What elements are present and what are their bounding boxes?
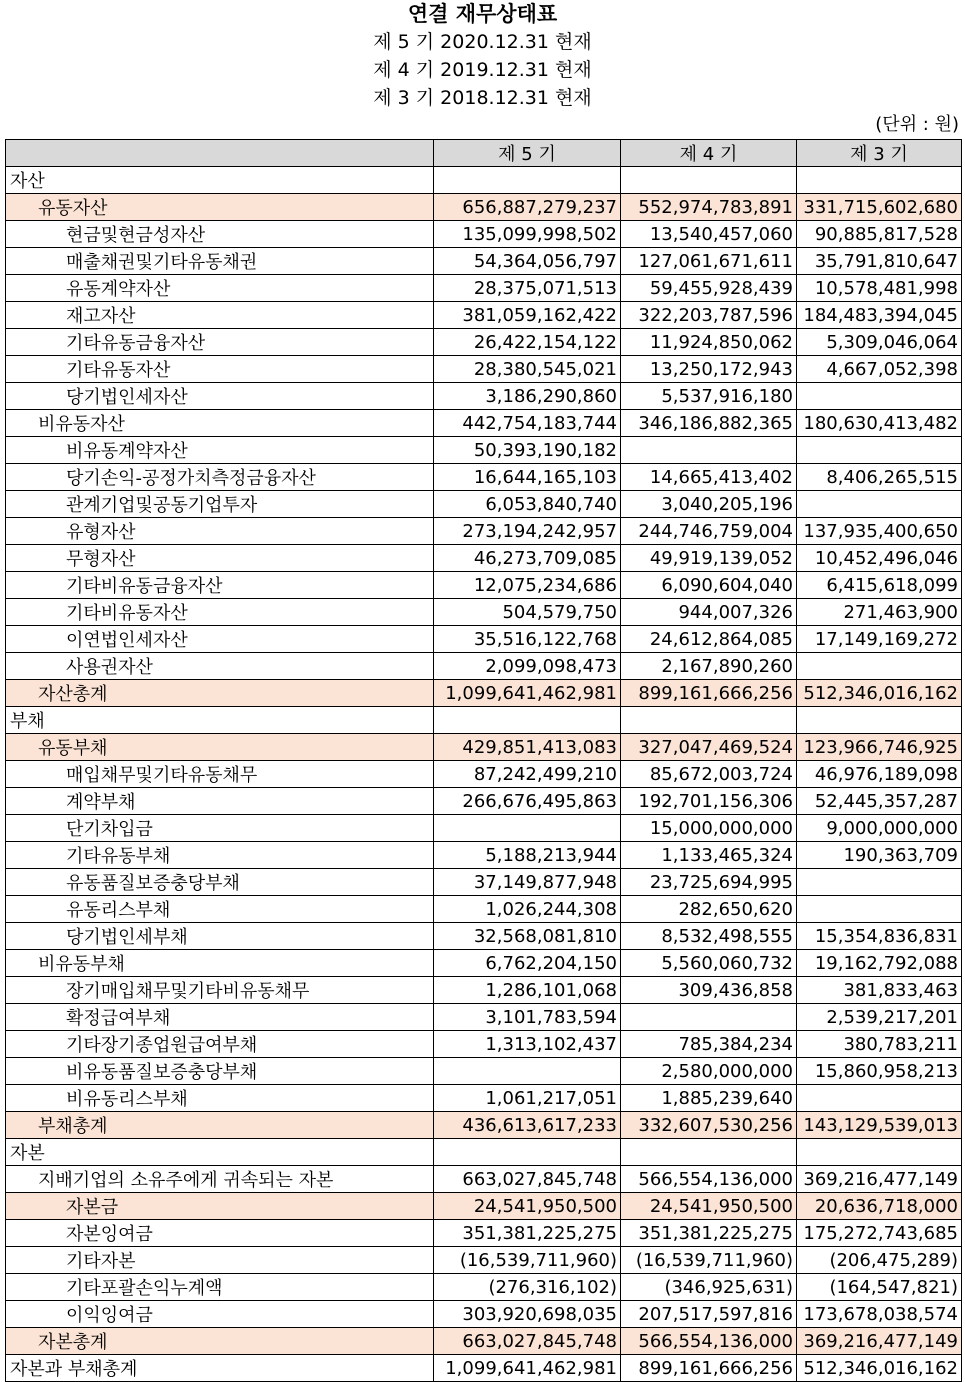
table-row — [6, 977, 962, 1004]
account-name-cell: 기타포괄손익누계액 — [6, 1274, 434, 1301]
amount-cell-period-4: 566,554,136,000 — [621, 1166, 797, 1193]
amount-cell-period-4: 332,607,530,256 — [621, 1112, 797, 1139]
table-row — [6, 248, 962, 275]
amount-cell-period-5: 429,851,413,083 — [434, 734, 621, 761]
amount-cell-period-5: 6,762,204,150 — [434, 950, 621, 977]
table-body — [6, 167, 962, 1382]
amount-cell-period-4: 23,725,694,995 — [621, 869, 797, 896]
account-name-cell: 자산 — [6, 167, 434, 194]
table-row — [6, 1085, 962, 1112]
amount-cell-period-4: (346,925,631) — [621, 1274, 797, 1301]
account-name-cell: 당기법인세자산 — [6, 383, 434, 410]
account-name-cell: 비유동자산 — [6, 410, 434, 437]
table-row — [6, 1301, 962, 1328]
amount-cell-period-5: 1,286,101,068 — [434, 977, 621, 1004]
amount-cell-period-5: 1,313,102,437 — [434, 1031, 621, 1058]
amount-cell-period-4: 8,532,498,555 — [621, 923, 797, 950]
amount-cell-period-5: 3,101,783,594 — [434, 1004, 621, 1031]
account-name-cell: 유동품질보증충당부채 — [6, 869, 434, 896]
table-row — [6, 599, 962, 626]
account-name-cell: 무형자산 — [6, 545, 434, 572]
amount-cell-period-3: 35,791,810,647 — [797, 248, 962, 275]
table-row — [6, 1220, 962, 1247]
table-row — [6, 1112, 962, 1139]
amount-cell-period-3 — [797, 707, 962, 734]
amount-cell-period-3: 137,935,400,650 — [797, 518, 962, 545]
amount-cell-period-5: 436,613,617,233 — [434, 1112, 621, 1139]
account-name-cell: 기타유동금융자산 — [6, 329, 434, 356]
amount-cell-period-5: 442,754,183,744 — [434, 410, 621, 437]
table-row — [6, 383, 962, 410]
account-name-cell: 유형자산 — [6, 518, 434, 545]
amount-cell-period-5: 12,075,234,686 — [434, 572, 621, 599]
amount-cell-period-3: 5,309,046,064 — [797, 329, 962, 356]
amount-cell-period-3: 20,636,718,000 — [797, 1193, 962, 1220]
account-name-cell: 지배기업의 소유주에게 귀속되는 자본 — [6, 1166, 434, 1193]
amount-cell-period-5 — [434, 815, 621, 842]
account-name-cell: 이익잉여금 — [6, 1301, 434, 1328]
amount-cell-period-5: 504,579,750 — [434, 599, 621, 626]
amount-cell-period-3: 9,000,000,000 — [797, 815, 962, 842]
table-row — [6, 707, 962, 734]
table-row — [6, 410, 962, 437]
amount-cell-period-3: 10,578,481,998 — [797, 275, 962, 302]
account-name-cell: 부채총계 — [6, 1112, 434, 1139]
amount-cell-period-5: 3,186,290,860 — [434, 383, 621, 410]
amount-cell-period-3: 90,885,817,528 — [797, 221, 962, 248]
amount-cell-period-4: 5,537,916,180 — [621, 383, 797, 410]
period-line-3: 제 3 기 2018.12.31 현재 — [373, 87, 592, 109]
amount-cell-period-5: 28,375,071,513 — [434, 275, 621, 302]
amount-cell-period-4: 192,701,156,306 — [621, 788, 797, 815]
amount-cell-period-5 — [434, 1058, 621, 1085]
table-row — [6, 626, 962, 653]
amount-cell-period-3: 17,149,169,272 — [797, 626, 962, 653]
account-name-cell: 매입채무및기타유동채무 — [6, 761, 434, 788]
account-name-cell: 자본과 부채총계 — [6, 1355, 434, 1382]
amount-cell-period-5: 2,099,098,473 — [434, 653, 621, 680]
account-name-cell: 기타자본 — [6, 1247, 434, 1274]
amount-cell-period-5: 135,099,998,502 — [434, 221, 621, 248]
table-row — [6, 653, 962, 680]
amount-cell-period-5: 663,027,845,748 — [434, 1166, 621, 1193]
table-row — [6, 518, 962, 545]
amount-cell-period-4: 24,612,864,085 — [621, 626, 797, 653]
table-row — [6, 680, 962, 707]
amount-cell-period-4: 14,665,413,402 — [621, 464, 797, 491]
amount-cell-period-5: 54,364,056,797 — [434, 248, 621, 275]
amount-cell-period-3 — [797, 491, 962, 518]
amount-cell-period-5: 35,516,122,768 — [434, 626, 621, 653]
table-row — [6, 1139, 962, 1166]
amount-cell-period-3: 46,976,189,098 — [797, 761, 962, 788]
statement-header — [0, 0, 965, 138]
amount-cell-period-4: 282,650,620 — [621, 896, 797, 923]
account-name-cell: 재고자산 — [6, 302, 434, 329]
account-name-cell: 확정급여부채 — [6, 1004, 434, 1031]
table-row — [6, 923, 962, 950]
amount-cell-period-3: 173,678,038,574 — [797, 1301, 962, 1328]
amount-cell-period-4 — [621, 167, 797, 194]
amount-cell-period-4 — [621, 707, 797, 734]
amount-cell-period-3: (164,547,821) — [797, 1274, 962, 1301]
table-row — [6, 950, 962, 977]
account-name-cell: 기타장기종업원급여부채 — [6, 1031, 434, 1058]
table-row — [6, 1058, 962, 1085]
amount-cell-period-4: 13,540,457,060 — [621, 221, 797, 248]
amount-cell-period-3 — [797, 896, 962, 923]
amount-cell-period-4: 552,974,783,891 — [621, 194, 797, 221]
table-row — [6, 1166, 962, 1193]
amount-cell-period-3: 180,630,413,482 — [797, 410, 962, 437]
table-row — [6, 167, 962, 194]
amount-cell-period-4: 322,203,787,596 — [621, 302, 797, 329]
account-name-cell: 이연법인세자산 — [6, 626, 434, 653]
amount-cell-period-3: 6,415,618,099 — [797, 572, 962, 599]
amount-cell-period-4: 15,000,000,000 — [621, 815, 797, 842]
column-header-period-3: 제 3 기 — [797, 140, 962, 167]
amount-cell-period-5: 1,099,641,462,981 — [434, 1355, 621, 1382]
table-row — [6, 545, 962, 572]
amount-cell-period-3: 143,129,539,013 — [797, 1112, 962, 1139]
amount-cell-period-3 — [797, 1085, 962, 1112]
amount-cell-period-5: (276,316,102) — [434, 1274, 621, 1301]
table-row — [6, 1274, 962, 1301]
account-name-cell: 자본총계 — [6, 1328, 434, 1355]
amount-cell-period-4: 327,047,469,524 — [621, 734, 797, 761]
amount-cell-period-3: 271,463,900 — [797, 599, 962, 626]
account-name-cell: 비유동계약자산 — [6, 437, 434, 464]
table-row — [6, 1031, 962, 1058]
amount-cell-period-5: (16,539,711,960) — [434, 1247, 621, 1274]
amount-cell-period-3: 19,162,792,088 — [797, 950, 962, 977]
amount-cell-period-4: 899,161,666,256 — [621, 1355, 797, 1382]
amount-cell-period-3: 190,363,709 — [797, 842, 962, 869]
amount-cell-period-5: 1,099,641,462,981 — [434, 680, 621, 707]
amount-cell-period-3: 369,216,477,149 — [797, 1166, 962, 1193]
account-name-cell: 기타유동자산 — [6, 356, 434, 383]
account-name-cell: 비유동리스부채 — [6, 1085, 434, 1112]
table-row — [6, 491, 962, 518]
account-name-cell: 계약부채 — [6, 788, 434, 815]
amount-cell-period-3: 380,783,211 — [797, 1031, 962, 1058]
account-name-cell: 기타유동부채 — [6, 842, 434, 869]
amount-cell-period-5 — [434, 1139, 621, 1166]
amount-cell-period-5: 46,273,709,085 — [434, 545, 621, 572]
account-name-cell: 유동자산 — [6, 194, 434, 221]
amount-cell-period-4 — [621, 1004, 797, 1031]
amount-cell-period-5: 16,644,165,103 — [434, 464, 621, 491]
account-name-cell: 현금및현금성자산 — [6, 221, 434, 248]
account-name-cell: 기타비유동금융자산 — [6, 572, 434, 599]
amount-cell-period-4: 6,090,604,040 — [621, 572, 797, 599]
table-row — [6, 788, 962, 815]
account-name-cell: 당기손익-공정가치측정금융자산 — [6, 464, 434, 491]
table-row — [6, 194, 962, 221]
amount-cell-period-3: 52,445,357,287 — [797, 788, 962, 815]
account-name-cell: 비유동부채 — [6, 950, 434, 977]
amount-cell-period-4: (16,539,711,960) — [621, 1247, 797, 1274]
period-line-4: 제 4 기 2019.12.31 현재 — [373, 59, 592, 81]
amount-cell-period-5: 303,920,698,035 — [434, 1301, 621, 1328]
amount-cell-period-3: 123,966,746,925 — [797, 734, 962, 761]
amount-cell-period-4: 3,040,205,196 — [621, 491, 797, 518]
amount-cell-period-4: 309,436,858 — [621, 977, 797, 1004]
column-header-account — [6, 140, 434, 167]
table-row — [6, 356, 962, 383]
amount-cell-period-5: 32,568,081,810 — [434, 923, 621, 950]
amount-cell-period-5 — [434, 167, 621, 194]
amount-cell-period-5: 6,053,840,740 — [434, 491, 621, 518]
account-name-cell: 부채 — [6, 707, 434, 734]
amount-cell-period-3 — [797, 383, 962, 410]
table-row — [6, 1004, 962, 1031]
amount-cell-period-5: 656,887,279,237 — [434, 194, 621, 221]
amount-cell-period-5: 266,676,495,863 — [434, 788, 621, 815]
amount-cell-period-3: 2,539,217,201 — [797, 1004, 962, 1031]
amount-cell-period-4: 1,133,465,324 — [621, 842, 797, 869]
amount-cell-period-4: 24,541,950,500 — [621, 1193, 797, 1220]
table-header-row — [6, 140, 962, 167]
account-name-cell: 매출채권및기타유동채권 — [6, 248, 434, 275]
amount-cell-period-4: 85,672,003,724 — [621, 761, 797, 788]
amount-cell-period-5: 26,422,154,122 — [434, 329, 621, 356]
amount-cell-period-3: 381,833,463 — [797, 977, 962, 1004]
amount-cell-period-3 — [797, 437, 962, 464]
amount-cell-period-5 — [434, 707, 621, 734]
amount-cell-period-4: 2,580,000,000 — [621, 1058, 797, 1085]
table-row — [6, 1247, 962, 1274]
amount-cell-period-5: 273,194,242,957 — [434, 518, 621, 545]
column-header-period-5: 제 5 기 — [434, 140, 621, 167]
table-row — [6, 437, 962, 464]
account-name-cell: 당기법인세부채 — [6, 923, 434, 950]
amount-cell-period-3: 331,715,602,680 — [797, 194, 962, 221]
amount-cell-period-4 — [621, 437, 797, 464]
account-name-cell: 관계기업및공동기업투자 — [6, 491, 434, 518]
amount-cell-period-3 — [797, 869, 962, 896]
amount-cell-period-3: 512,346,016,162 — [797, 680, 962, 707]
amount-cell-period-3: 4,667,052,398 — [797, 356, 962, 383]
table-row — [6, 896, 962, 923]
amount-cell-period-3: (206,475,289) — [797, 1247, 962, 1274]
table-row — [6, 1328, 962, 1355]
amount-cell-period-4 — [621, 1139, 797, 1166]
account-name-cell: 기타비유동자산 — [6, 599, 434, 626]
amount-cell-period-3: 512,346,016,162 — [797, 1355, 962, 1382]
table-row — [6, 1355, 962, 1382]
amount-cell-period-3: 184,483,394,045 — [797, 302, 962, 329]
balance-sheet-table — [5, 139, 962, 1382]
amount-cell-period-4: 899,161,666,256 — [621, 680, 797, 707]
amount-cell-period-5: 351,381,225,275 — [434, 1220, 621, 1247]
amount-cell-period-4: 13,250,172,943 — [621, 356, 797, 383]
amount-cell-period-3: 15,354,836,831 — [797, 923, 962, 950]
table-row — [6, 221, 962, 248]
account-name-cell: 자산총계 — [6, 680, 434, 707]
amount-cell-period-5: 37,149,877,948 — [434, 869, 621, 896]
table-row — [6, 761, 962, 788]
amount-cell-period-3: 8,406,265,515 — [797, 464, 962, 491]
amount-cell-period-5: 87,242,499,210 — [434, 761, 621, 788]
account-name-cell: 유동부채 — [6, 734, 434, 761]
period-line-5: 제 5 기 2020.12.31 현재 — [373, 31, 592, 53]
table-row — [6, 842, 962, 869]
amount-cell-period-5: 1,026,244,308 — [434, 896, 621, 923]
account-name-cell: 비유동품질보증충당부채 — [6, 1058, 434, 1085]
unit-label: (단위 : 원) — [875, 114, 959, 135]
account-name-cell: 장기매입채무및기타비유동채무 — [6, 977, 434, 1004]
amount-cell-period-5: 381,059,162,422 — [434, 302, 621, 329]
amount-cell-period-4: 785,384,234 — [621, 1031, 797, 1058]
table-row — [6, 302, 962, 329]
amount-cell-period-3: 369,216,477,149 — [797, 1328, 962, 1355]
amount-cell-period-3: 15,860,958,213 — [797, 1058, 962, 1085]
amount-cell-period-4: 127,061,671,611 — [621, 248, 797, 275]
amount-cell-period-3 — [797, 653, 962, 680]
amount-cell-period-3: 10,452,496,046 — [797, 545, 962, 572]
amount-cell-period-5: 24,541,950,500 — [434, 1193, 621, 1220]
amount-cell-period-4: 207,517,597,816 — [621, 1301, 797, 1328]
amount-cell-period-4: 944,007,326 — [621, 599, 797, 626]
table-row — [6, 869, 962, 896]
amount-cell-period-3: 175,272,743,685 — [797, 1220, 962, 1247]
table-row — [6, 275, 962, 302]
amount-cell-period-5: 663,027,845,748 — [434, 1328, 621, 1355]
account-name-cell: 자본 — [6, 1139, 434, 1166]
column-header-period-4: 제 4 기 — [621, 140, 797, 167]
amount-cell-period-4: 11,924,850,062 — [621, 329, 797, 356]
amount-cell-period-5: 1,061,217,051 — [434, 1085, 621, 1112]
amount-cell-period-3 — [797, 167, 962, 194]
amount-cell-period-5: 5,188,213,944 — [434, 842, 621, 869]
amount-cell-period-3 — [797, 1139, 962, 1166]
table-row — [6, 1193, 962, 1220]
amount-cell-period-4: 351,381,225,275 — [621, 1220, 797, 1247]
account-name-cell: 유동계약자산 — [6, 275, 434, 302]
table-row — [6, 572, 962, 599]
statement-title: 연결 재무상태표 — [407, 2, 558, 26]
amount-cell-period-4: 59,455,928,439 — [621, 275, 797, 302]
account-name-cell: 사용권자산 — [6, 653, 434, 680]
amount-cell-period-4: 244,746,759,004 — [621, 518, 797, 545]
amount-cell-period-4: 49,919,139,052 — [621, 545, 797, 572]
table-row — [6, 464, 962, 491]
amount-cell-period-5: 28,380,545,021 — [434, 356, 621, 383]
table-row — [6, 734, 962, 761]
amount-cell-period-4: 1,885,239,640 — [621, 1085, 797, 1112]
amount-cell-period-4: 5,560,060,732 — [621, 950, 797, 977]
account-name-cell: 단기차입금 — [6, 815, 434, 842]
account-name-cell: 자본잉여금 — [6, 1220, 434, 1247]
amount-cell-period-4: 346,186,882,365 — [621, 410, 797, 437]
account-name-cell: 유동리스부채 — [6, 896, 434, 923]
table-row — [6, 815, 962, 842]
account-name-cell: 자본금 — [6, 1193, 434, 1220]
amount-cell-period-5: 50,393,190,182 — [434, 437, 621, 464]
amount-cell-period-4: 2,167,890,260 — [621, 653, 797, 680]
amount-cell-period-4: 566,554,136,000 — [621, 1328, 797, 1355]
table-row — [6, 329, 962, 356]
